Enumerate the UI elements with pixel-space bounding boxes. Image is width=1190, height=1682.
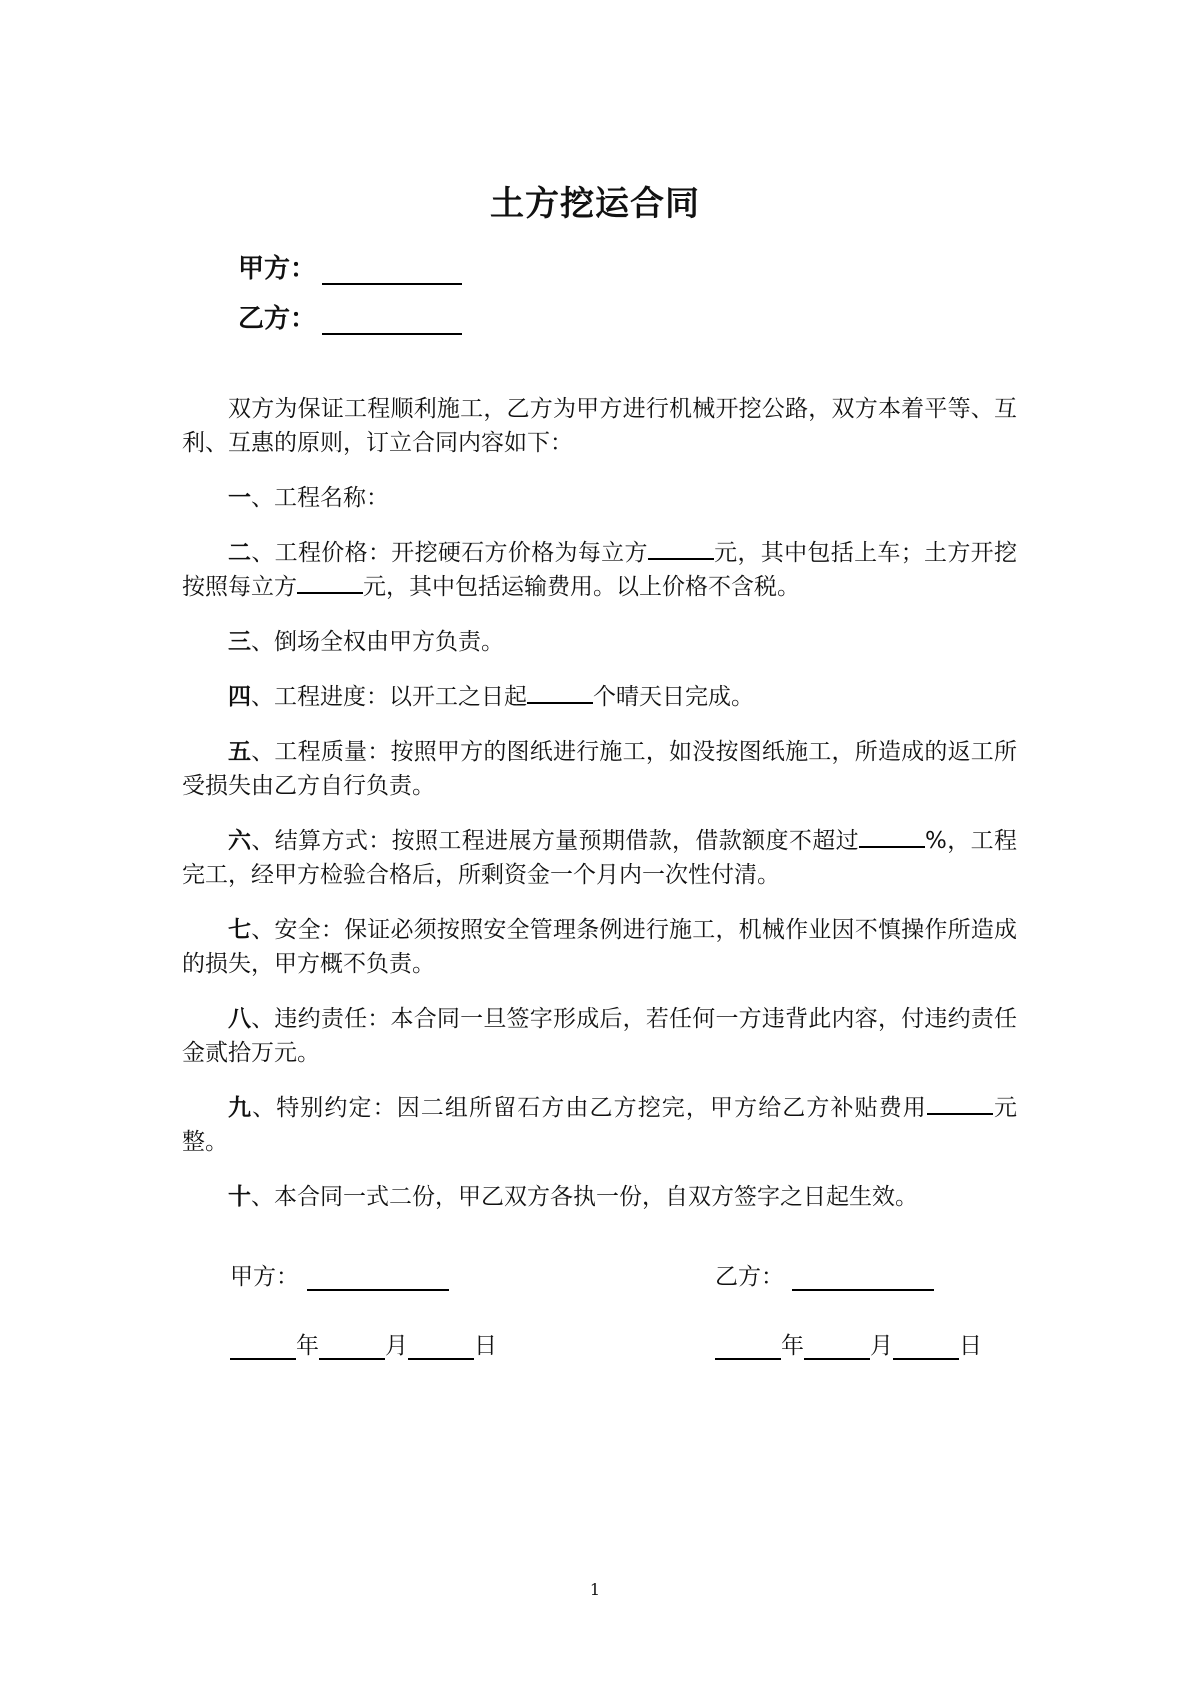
date-party-a — [230, 1327, 497, 1360]
clause-8: 八、违约责任：本合同一旦签字形成后，若任何一方违背此内容，付违约责任金贰拾万元。 — [182, 1006, 1018, 1066]
clause-number: 七 — [228, 917, 252, 943]
clause-number: 三 — [228, 629, 251, 655]
clause-number: 九 — [228, 1095, 253, 1121]
percent-blank[interactable] — [859, 824, 925, 848]
clause-9: 九、特别约定：因二组所留石方由乙方挖完，甲方给乙方补贴费用 元整。 — [182, 1091, 1017, 1159]
clause-10: 十、本合同一式二份，甲乙双方各执一份，自双方签字之日起生效。 — [228, 1184, 918, 1210]
clause-7: 七、安全：保证必须按照安全管理条例进行施工，机械作业因不慎操作所造成的损失，甲方概不负责。 — [182, 917, 1018, 977]
year-blank[interactable] — [715, 1334, 781, 1360]
year-label: 年 — [296, 1333, 319, 1359]
clause-number: 二 — [228, 540, 252, 566]
month-label: 月 — [385, 1333, 408, 1359]
clause-2: 二、工程价格：开挖硬石方价格为每立方 元，其中包括上车；土方开挖按照每立方 元，其中包括运输费用。以上价格不含税。 — [182, 536, 1017, 604]
day-blank[interactable] — [893, 1334, 959, 1360]
header-party-a-blank[interactable] — [322, 257, 462, 285]
signature-party-b — [715, 1258, 934, 1291]
year-blank[interactable] — [230, 1334, 296, 1360]
signature-party-b-label: 乙方： — [715, 1264, 784, 1290]
clause-number: 八 — [228, 1006, 252, 1032]
header-party-a — [238, 248, 462, 285]
price-earth-blank[interactable] — [297, 570, 363, 594]
header-party-a-label: 甲方： — [238, 254, 317, 284]
day-blank[interactable] — [408, 1334, 474, 1360]
clause-5: 五、工程质量：按照甲方的图纸进行施工，如没按图纸施工，所造成的返工所受损失由乙方自行负责。 — [182, 739, 1018, 799]
month-blank[interactable] — [804, 1334, 870, 1360]
clause-number: 四 — [228, 684, 251, 710]
day-label: 日 — [474, 1333, 497, 1359]
page-number: 1 — [589, 1580, 601, 1599]
clause-6: 六、结算方式：按照工程进展方量预期借款，借款额度不超过 %，工程完工，经甲方检验合格后，所剩资金一个月内一次性付清。 — [182, 824, 1017, 892]
header-party-b — [238, 298, 462, 335]
signature-party-a — [230, 1258, 449, 1291]
clause-3: 三、倒场全权由甲方负责。 — [228, 629, 504, 655]
month-label: 月 — [870, 1333, 893, 1359]
subsidy-blank[interactable] — [927, 1091, 993, 1115]
clause-number: 五 — [228, 739, 252, 765]
document-title: 土方挖运合同 — [490, 184, 700, 224]
month-blank[interactable] — [319, 1334, 385, 1360]
price-rock-blank[interactable] — [648, 536, 714, 560]
days-blank[interactable] — [527, 680, 593, 704]
header-party-b-label: 乙方： — [238, 304, 317, 334]
clause-4: 四、工程进度：以开工之日起 个晴天日完成。 — [182, 680, 1017, 714]
intro-paragraph: 双方为保证工程顺利施工，乙方为甲方进行机械开挖公路，双方本着平等、互利、互惠的原则，订立合同内容如下： — [182, 396, 1017, 456]
header-party-b-blank[interactable] — [322, 307, 462, 335]
clause-1: 一、工程名称： — [228, 485, 389, 511]
signature-party-a-label: 甲方： — [230, 1264, 299, 1290]
day-label: 日 — [959, 1333, 982, 1359]
date-party-b — [715, 1327, 982, 1360]
year-label: 年 — [781, 1333, 804, 1359]
clause-number: 十 — [228, 1184, 251, 1210]
clause-number: 一 — [228, 485, 251, 511]
signature-party-b-blank[interactable] — [792, 1265, 934, 1291]
contract-body — [182, 392, 1017, 1235]
signature-party-a-blank[interactable] — [307, 1265, 449, 1291]
clause-number: 六 — [228, 828, 252, 854]
